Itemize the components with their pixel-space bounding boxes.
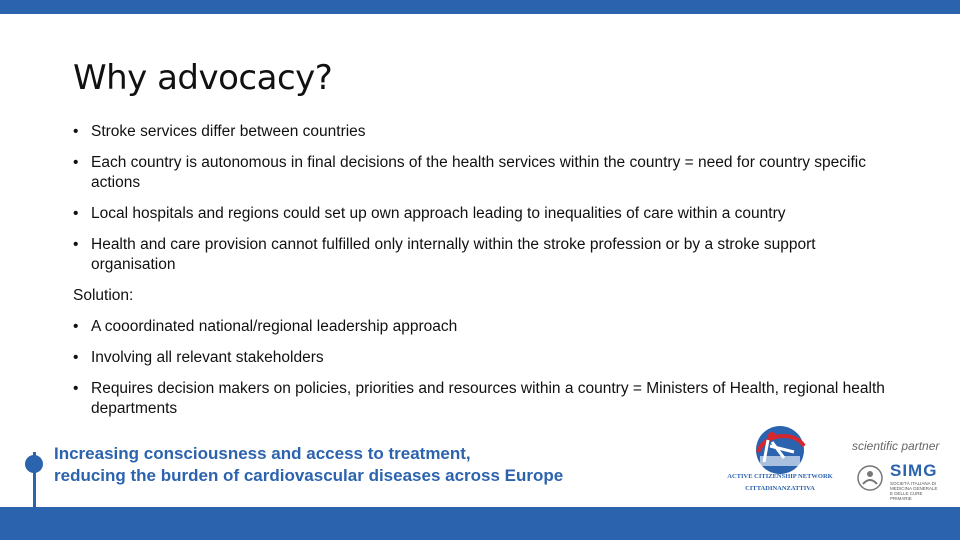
footer-tagline [54, 443, 563, 487]
scientific-partner-label: scientific partner [852, 439, 940, 453]
bullet-item [73, 317, 903, 337]
bullet-text: Health and care provision cannot fulfilled only internally within the stroke profession or by a stroke support organisation [91, 236, 816, 273]
bullet-dot: • [73, 236, 79, 253]
simg-name: SIMG [890, 461, 938, 480]
bullet-item [73, 122, 903, 142]
bullet-text: Each country is autonomous in final decisions of the health services within the country = need for country specific actions [91, 154, 866, 191]
footer-tagline-line2: reducing the burden of cardiovascular diseases across Europe [54, 466, 564, 485]
bullet-item [73, 153, 903, 193]
bullet-text: A cooordinated national/regional leadership approach [91, 318, 458, 335]
slide-content [73, 122, 903, 430]
bullet-item [73, 348, 903, 368]
slide-title: Why advocacy? [73, 58, 333, 98]
simg-subtitle: SOCIETÀ ITALIANA DI MEDICINA GENERALE E DELLE CURE PRIMARIE [890, 481, 938, 501]
bullet-dot: • [73, 318, 79, 335]
solution-label: Solution: [73, 287, 134, 304]
bottom-accent-bar [0, 507, 960, 540]
top-accent-bar [0, 0, 960, 14]
bullet-text: Requires decision makers on policies, priorities and resources within a country = Ministers of Health, regional health departments [91, 380, 885, 417]
bullet-dot: • [73, 349, 79, 366]
bullet-item [73, 379, 903, 419]
acn-logo-sub: CITTADINANZATTIVA [745, 485, 815, 492]
bullet-dot: • [73, 205, 79, 222]
bullet-text: Stroke services differ between countries [91, 123, 366, 140]
bullet-item [73, 235, 903, 275]
bullet-item [73, 204, 903, 224]
bullet-dot: • [73, 380, 79, 397]
bullet-text: Local hospitals and regions could set up own approach leading to inequalities of care within a country [91, 205, 786, 222]
bullet-text: Involving all relevant stakeholders [91, 349, 324, 366]
bullet-dot: • [73, 154, 79, 171]
acn-logo-name: ACTIVE CITIZENSHIP NETWORK [727, 473, 833, 480]
footer-tagline-line1: Increasing consciousness and access to treatment, [54, 444, 471, 463]
footer-timeline-dot [25, 455, 43, 473]
active-citizenship-network-logo [724, 422, 836, 496]
bullet-dot: • [73, 123, 79, 140]
